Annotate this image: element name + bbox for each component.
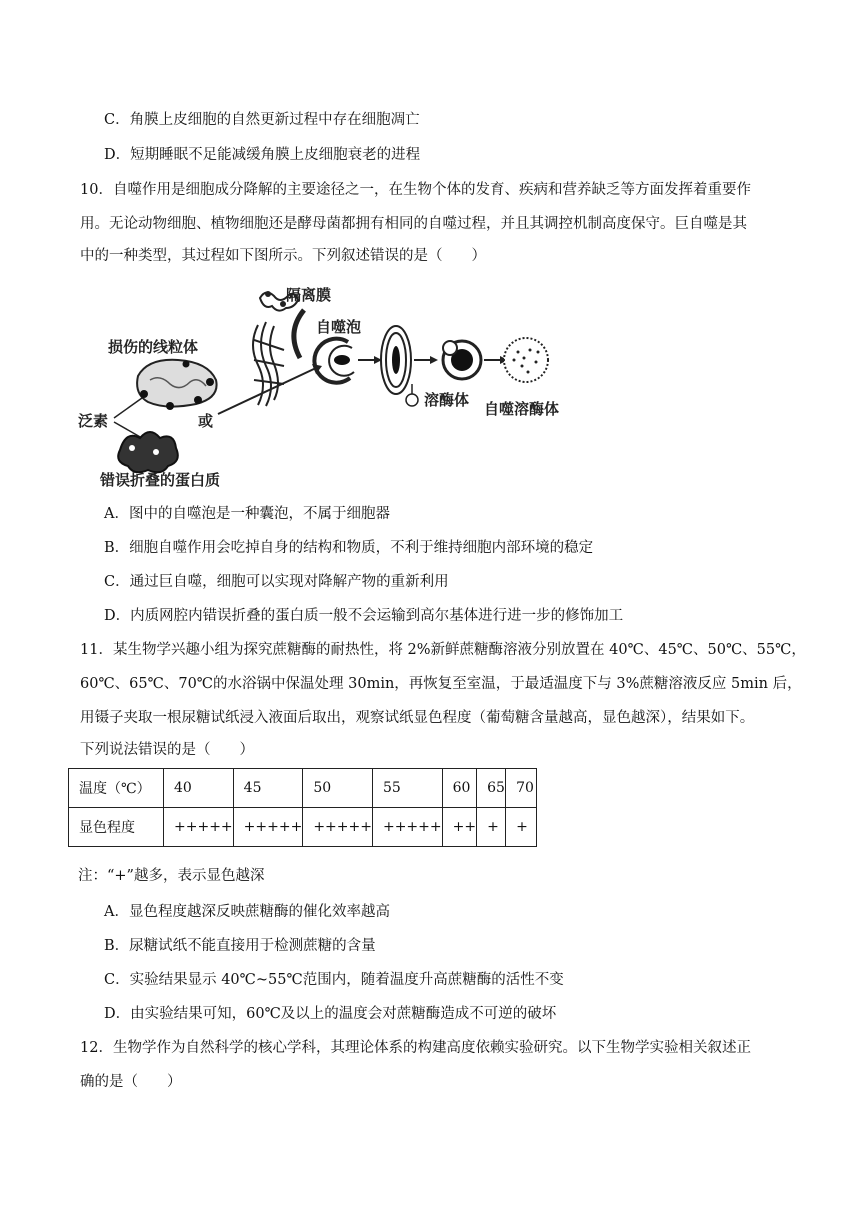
label-or: 或 bbox=[198, 412, 214, 430]
q10-option-b: B．细胞自噬作用会吃掉自身的结构和物质，不利于维持细胞内部环境的稳定 bbox=[104, 540, 594, 556]
autolysosome-icon bbox=[504, 338, 548, 382]
table-cell: + bbox=[506, 808, 537, 847]
er-stack-icon bbox=[253, 322, 284, 406]
table-cell: 55 bbox=[372, 769, 442, 808]
table-row bbox=[69, 769, 537, 808]
table-header-temperature: 温度（℃） bbox=[69, 769, 164, 808]
enzyme-heat-table bbox=[68, 768, 537, 847]
arrowhead-2 bbox=[430, 356, 438, 364]
label-isolation-membrane: 隔离膜 bbox=[286, 286, 332, 304]
damaged-mitochondria-icon bbox=[137, 360, 216, 410]
table-cell: +++++ bbox=[303, 808, 373, 847]
q12-stem-line2: 确的是（ ） bbox=[80, 1074, 182, 1090]
mature-autophagosome-icon bbox=[381, 326, 411, 394]
table-cell: 45 bbox=[233, 769, 303, 808]
table-cell: 40 bbox=[164, 769, 234, 808]
label-autophagosome: 自噬泡 bbox=[316, 318, 362, 336]
q11-option-d: D．由实验结果可知，60℃及以上的温度会对蔗糖酶造成不可逆的破坏 bbox=[104, 1006, 557, 1022]
table-cell: ++ bbox=[442, 808, 476, 847]
q10-option-a: A．图中的自噬泡是一种囊泡，不属于细胞器 bbox=[104, 506, 390, 522]
table-row bbox=[69, 808, 537, 847]
table-cell: +++++ bbox=[233, 808, 303, 847]
table-cell: 65 bbox=[477, 769, 506, 808]
fusion-icon bbox=[443, 341, 481, 379]
lysosome-icon bbox=[406, 384, 418, 406]
q11-option-c: C．实验结果显示 40℃~55℃范围内，随着温度升高蔗糖酶的活性不变 bbox=[104, 972, 564, 988]
q12-stem-line1: 12．生物学作为自然科学的核心学科，其理论体系的构建高度依赖实验研究。以下生物学实验相关叙述正 bbox=[80, 1040, 751, 1056]
table-cell: +++++ bbox=[164, 808, 234, 847]
table-cell: +++++ bbox=[372, 808, 442, 847]
q11-option-a: A．显色程度越深反映蔗糖酶的催化效率越高 bbox=[104, 904, 390, 920]
q11-stem-line3: 用镊子夹取一根尿糖试纸浸入液面后取出，观察试纸显色程度（葡萄糖含量越高，显色越深），结果如下。 bbox=[80, 710, 755, 726]
label-ubiquitin: 泛素 bbox=[78, 412, 109, 430]
label-misfolded-protein: 错误折叠的蛋白质 bbox=[100, 471, 221, 489]
misfolded-protein-icon bbox=[118, 432, 178, 472]
substrate-arrow bbox=[218, 368, 316, 414]
label-autolysosome: 自噬溶酶体 bbox=[484, 400, 560, 418]
q10-option-d: D．内质网腔内错误折叠的蛋白质一般不会运输到高尔基体进行进一步的修饰加工 bbox=[104, 608, 624, 624]
label-lysosome: 溶酶体 bbox=[424, 391, 470, 409]
q10-stem-line3: 中的一种类型，其过程如下图所示。下列叙述错误的是（ ） bbox=[80, 248, 486, 264]
table-cell: 60 bbox=[442, 769, 476, 808]
label-damaged-mitochondria: 损伤的线粒体 bbox=[108, 338, 199, 356]
q10-option-c: C．通过巨自噬，细胞可以实现对降解产物的重新利用 bbox=[104, 574, 449, 590]
table-cell: 70 bbox=[506, 769, 537, 808]
q11-table-note: 注：“+”越多，表示显色越深 bbox=[78, 868, 265, 884]
table-cell: + bbox=[477, 808, 506, 847]
q11-stem-line2: 60℃、65℃、70℃的水浴锅中保温处理 30min，再恢复至室温，于最适温度下与 3%蔗糖溶液反应 5min 后， bbox=[80, 676, 802, 692]
q11-stem-line4: 下列说法错误的是（ ） bbox=[80, 742, 254, 758]
macroautophagy-diagram bbox=[78, 280, 598, 490]
autophagosome-icon bbox=[314, 339, 354, 383]
q10-stem-line1: 10．自噬作用是细胞成分降解的主要途径之一，在生物个体的发育、疾病和营养缺乏等方面发挥着重要作 bbox=[80, 182, 751, 198]
table-header-color: 显色程度 bbox=[69, 808, 164, 847]
table-cell: 50 bbox=[303, 769, 373, 808]
phagophore-icon bbox=[294, 310, 304, 358]
ubiquitin-pointer bbox=[114, 398, 142, 438]
q11-option-b: B．尿糖试纸不能直接用于检测蔗糖的含量 bbox=[104, 938, 376, 954]
q9-option-c: C．角膜上皮细胞的自然更新过程中存在细胞凋亡 bbox=[104, 112, 420, 128]
q10-stem-line2: 用。无论动物细胞、植物细胞还是酵母菌都拥有相同的自噬过程，并且其调控机制高度保守。巨自噬是其 bbox=[80, 216, 747, 232]
q11-stem-line1: 11．某生物学兴趣小组为探究蔗糖酶的耐热性，将 2%新鲜蔗糖酶溶液分别放置在 40℃、45℃、50℃、55℃， bbox=[80, 642, 806, 658]
q9-option-d: D．短期睡眠不足能减缓角膜上皮细胞衰老的进程 bbox=[104, 147, 421, 163]
